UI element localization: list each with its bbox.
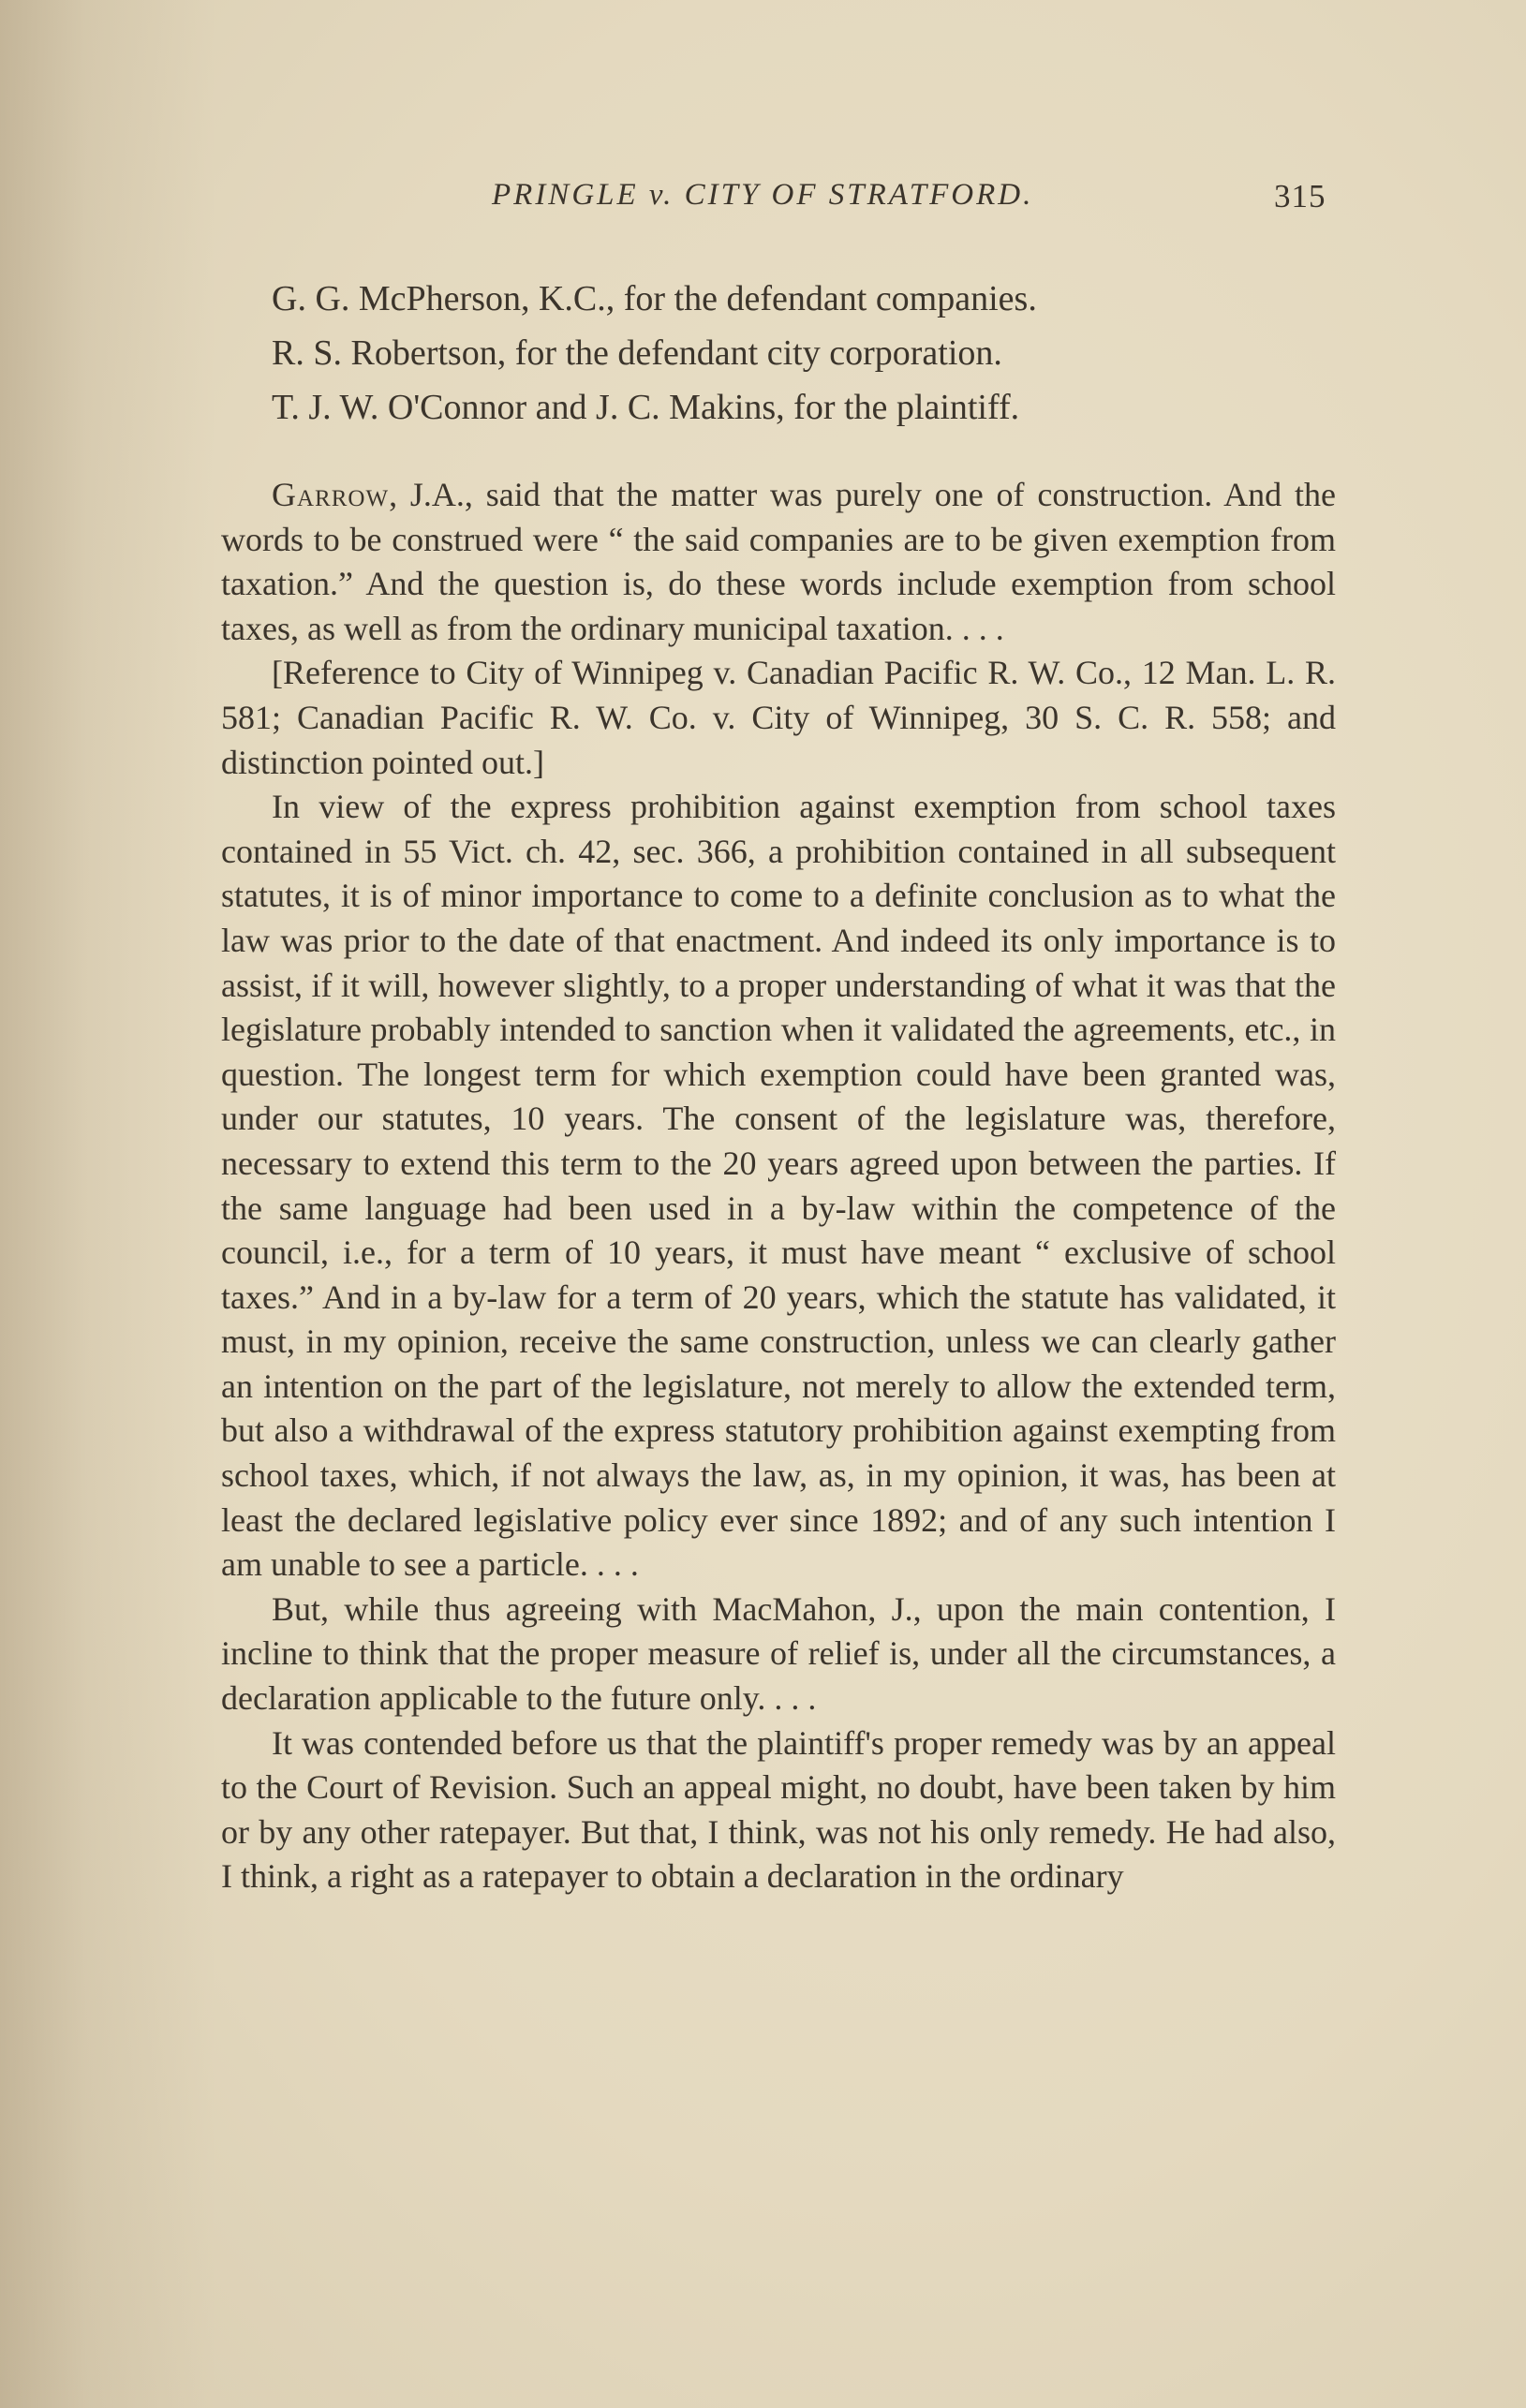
opinion-paragraph: It was contended before us that the plaintiff's proper remedy was by an appeal to the Court of Revision. Such an appeal might, no doubt, have been taken by him or by any other ratepayer. But that, I think, was not his only remedy. He had also, I think, a right as a ratepayer to obtain a declaration in the ordinary: [221, 1723, 1336, 1896]
binding-shadow: [0, 0, 215, 2408]
running-title: PRINGLE v. CITY OF STRATFORD.: [492, 178, 1034, 212]
page-number: 315: [1274, 178, 1326, 214]
counsel-line: G. G. McPherson, K.C., for the defendant companies.: [272, 279, 1037, 318]
opinion-body: [221, 473, 1336, 1899]
paragraph-text: , J.A., said that the matter was purely one of construction. And the words to be construed were “ the said companies are to be given exemption from taxation.” And the question is, do these words include exemption from school taxes, as well as from the ordinary municipal taxation. . . .: [221, 476, 1336, 647]
counsel-line: R. S. Robertson, for the defendant city corporation.: [272, 333, 1002, 373]
judge-name: Garrow: [272, 476, 390, 513]
opinion-paragraph: [Reference to City of Winnipeg v. Canadian Pacific R. W. Co., 12 Man. L. R. 581; Canadian Pacific R. W. Co. v. City of Winnipeg, 30 S. C. R. 558; and distinction pointed out.]: [221, 654, 1336, 781]
running-head: [492, 178, 1335, 225]
counsel-line: T. J. W. O'Connor and J. C. Makins, for the plaintiff.: [272, 388, 1020, 427]
opinion-paragraph: [221, 473, 1336, 651]
opinion-paragraph: But, while thus agreeing with MacMahon, J., upon the main contention, I incline to think that the proper measure of relief is, under all the circumstances, a declaration applicable to the future only. . . .: [221, 1589, 1336, 1718]
counsel-list: [272, 272, 1349, 435]
opinion-paragraph: In view of the express prohibition against exemption from school taxes contained in 55 Vict. ch. 42, sec. 366, a prohibition contained in all subsequent statutes, it is of minor importance to come to a definite conclusion as to what the law was prior to the date of that enactment. And indeed its only importance is to assist, if it will, however slightly, to a proper understanding of what it was that the legislature probably intended to sanction when it validated the agreements, etc., in question. The longest term for which exemption could have been granted was, under our statutes, 10 years. The consent of the legislature was, therefore, necessary to extend this term to the 20 years agreed upon between the parties. If the same language had been used in a by-law within the competence of the council, i.e., for a term of 10 years, it must have meant “ exclusive of school taxes.” And in a by-law for a term of 20 years, which the statute has validated, it must, in my opinion, receive the same construction, unless we can clearly gather an intention on the part of the legislature, not merely to allow the extended term, but also a withdrawal of the express statutory prohibition against exempting from school taxes, which, if not always the law, as, in my opinion, it was, has been at least the declared legislative policy ever since 1892; and of any such intention I am unable to see a particle. . . .: [221, 788, 1336, 1584]
